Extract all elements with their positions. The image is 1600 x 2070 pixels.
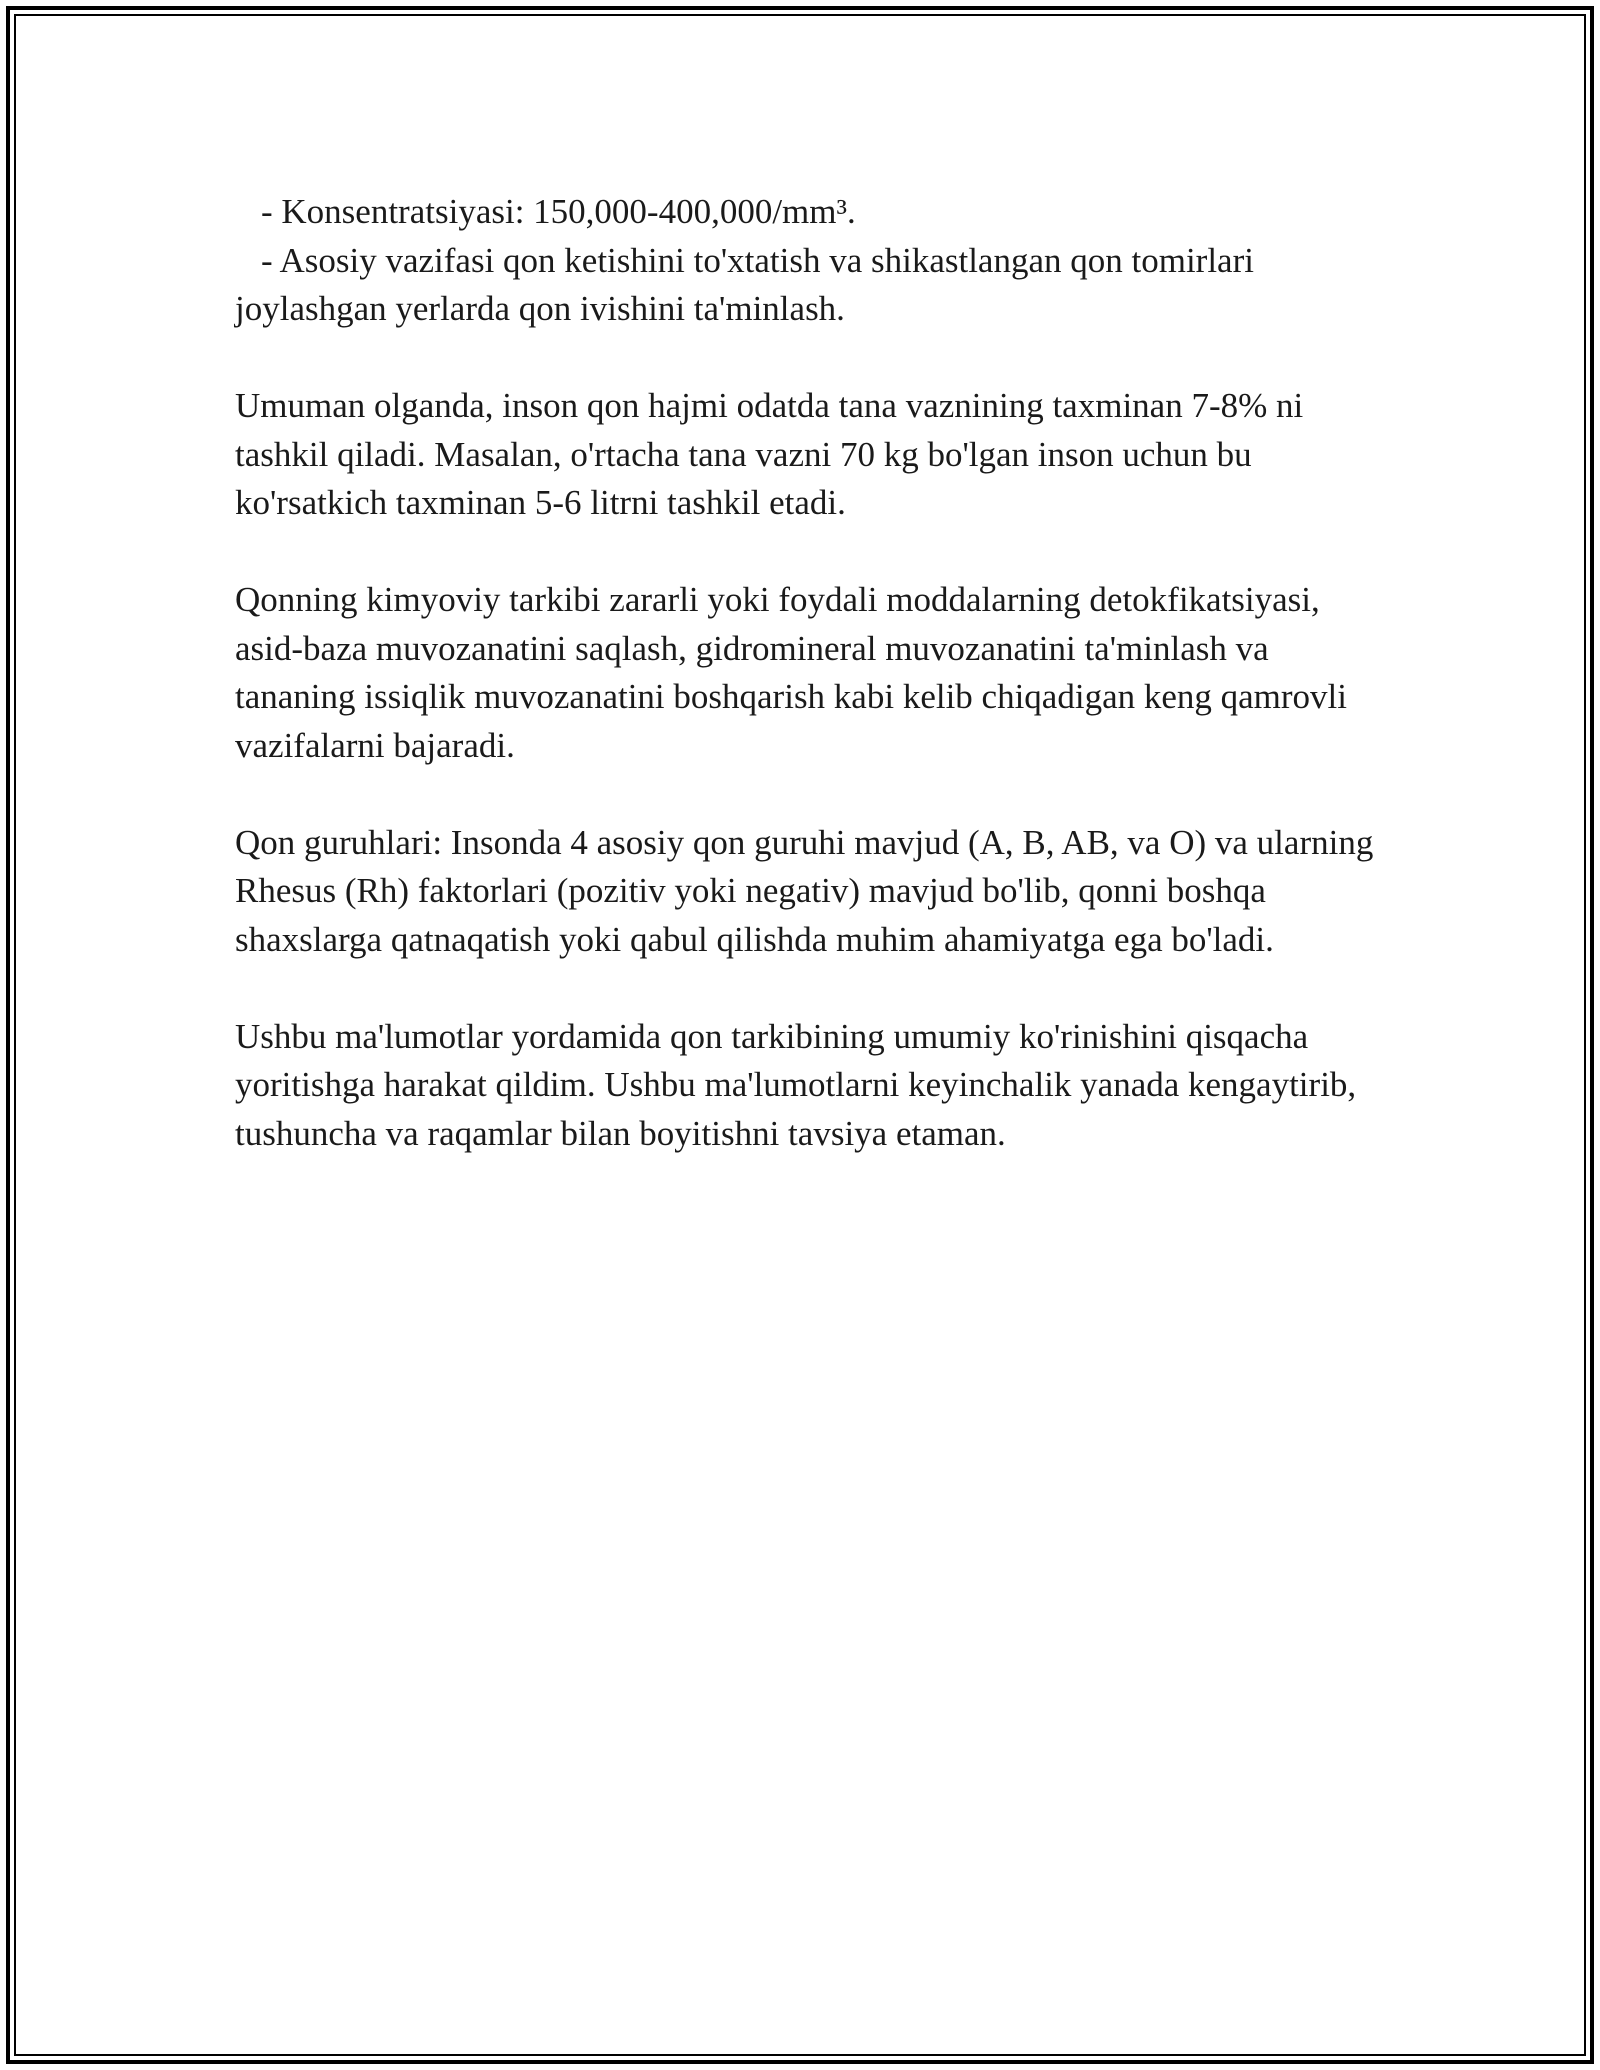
paragraph-conclusion: Ushbu ma'lumotlar yordamida qon tarkibining umumiy ko'rinishini qisqacha yoritishga harakat qildim. Ushbu ma'lumotlarni keyinchalik yanada kengaytirib, tushuncha va raqamlar bilan boyitishni tavsiya etaman. [235,1016,1357,1153]
bullet-block [235,188,1375,334]
bullet-function-continuation: joylashgan yerlarda qon ivishini ta'minlash. [235,289,845,328]
document-body [235,188,1375,1158]
bullet-concentration: - Konsentratsiyasi: 150,000-400,000/mm³. [261,192,856,231]
paragraph-blood-groups: Qon guruhlari: Insonda 4 asosiy qon guruhi mavjud (A, B, AB, va O) va ularning Rhesus (Rh) faktorlari (pozitiv yoki negativ) mavjud bo'lib, qonni boshqa shaxslarga qatnaqatish yoki qabul qilishda muhim ahamiyatga ega bo'ladi. [235,822,1374,959]
paragraph-chemical-composition: Qonning kimyoviy tarkibi zararli yoki foydali moddalarning detokfikatsiyasi, asid-baza muvozanatini saqlash, gidromineral muvozanatini ta'minlash va tananing issiqlik muvozanatini boshqarish kabi kelib chiqadigan keng qamrovli vazifalarni bajaradi. [235,580,1348,765]
paragraph-blood-volume: Umuman olganda, inson qon hajmi odatda tana vaznining taxminan 7-8% ni tashkil qiladi. Masalan, o'rtacha tana vazni 70 kg bo'lgan inson uchun bu ko'rsatkich taxminan 5-6 litrni tashkil etadi. [235,386,1304,522]
bullet-function: - Asosiy vazifasi qon ketishini to'xtatish va shikastlangan qon tomirlari [261,240,1254,280]
